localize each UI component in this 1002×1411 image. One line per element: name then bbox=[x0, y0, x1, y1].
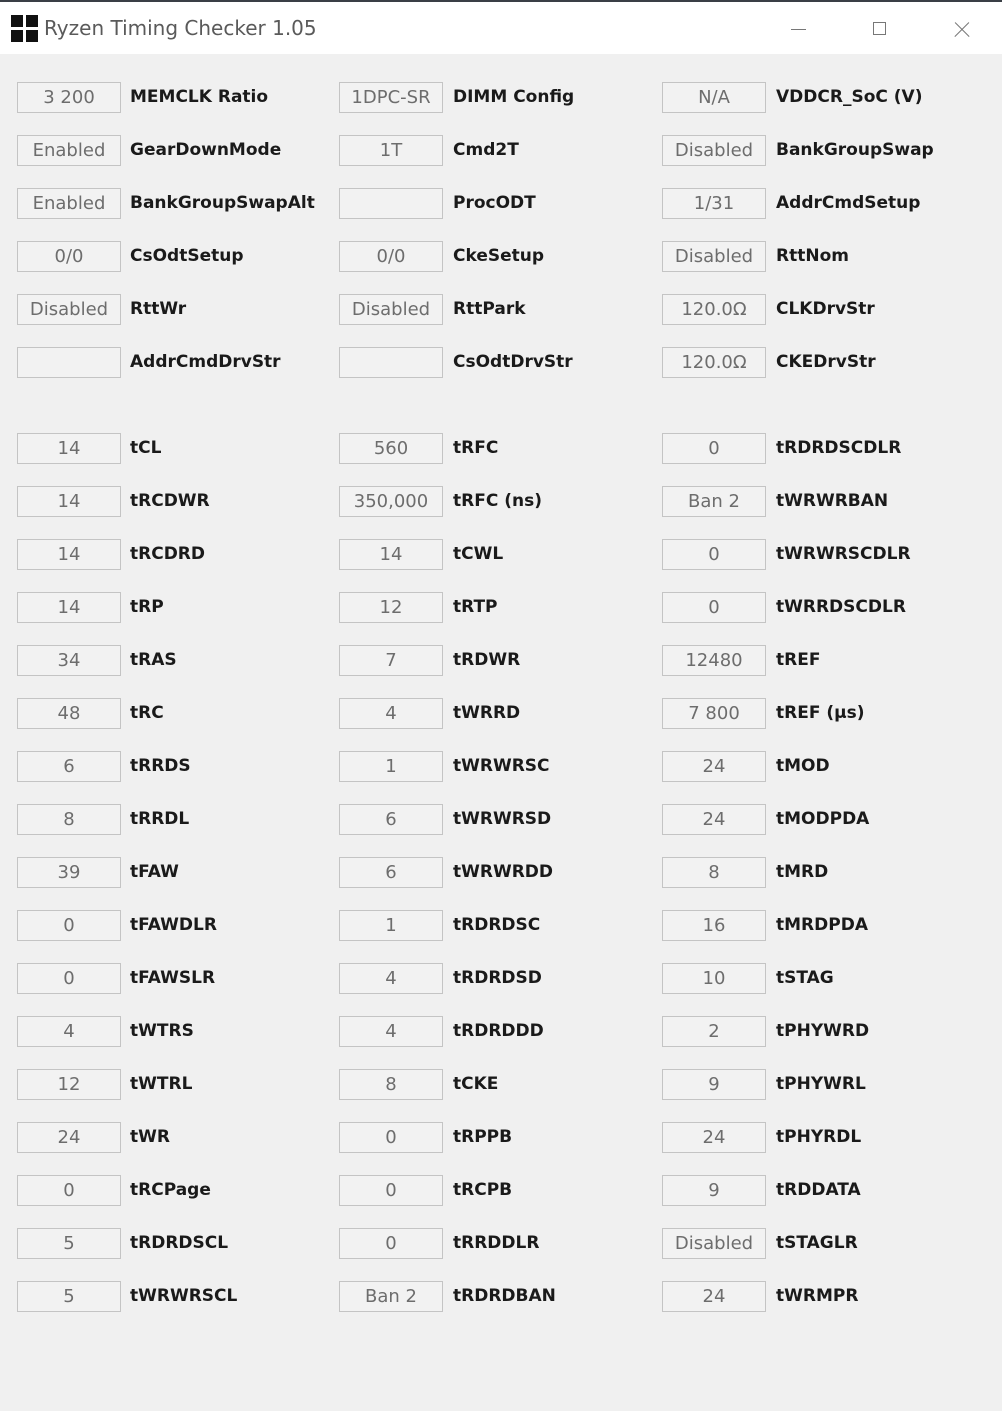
value-field[interactable]: Enabled bbox=[17, 188, 121, 219]
field-label: tMOD bbox=[776, 756, 830, 776]
field-label: tRTP bbox=[453, 597, 498, 617]
field-label: tWRWRSD bbox=[453, 809, 552, 829]
value-field[interactable]: 8 bbox=[662, 857, 766, 888]
value-field[interactable]: 350,000 bbox=[339, 486, 443, 517]
value-field[interactable]: 39 bbox=[17, 857, 121, 888]
field-label: tRDWR bbox=[453, 650, 521, 670]
value-field[interactable]: 16 bbox=[662, 910, 766, 941]
field-label: AddrCmdDrvStr bbox=[130, 352, 281, 372]
value-field[interactable]: 14 bbox=[17, 592, 121, 623]
close-button[interactable] bbox=[938, 10, 984, 48]
field-label: tWTRL bbox=[130, 1074, 193, 1094]
field-label: tWR bbox=[130, 1127, 170, 1147]
value-field[interactable]: 48 bbox=[17, 698, 121, 729]
field-label: tCL bbox=[130, 438, 162, 458]
value-field[interactable]: 14 bbox=[17, 539, 121, 570]
value-field[interactable]: 7 bbox=[339, 645, 443, 676]
value-field[interactable]: 0 bbox=[17, 963, 121, 994]
value-field[interactable]: 6 bbox=[339, 857, 443, 888]
value-field[interactable]: 10 bbox=[662, 963, 766, 994]
value-field[interactable]: 12 bbox=[339, 592, 443, 623]
value-field[interactable]: 6 bbox=[17, 751, 121, 782]
value-field[interactable]: Ban 2 bbox=[339, 1281, 443, 1312]
field-label: tWRWRSCL bbox=[130, 1286, 238, 1306]
value-field[interactable] bbox=[339, 188, 443, 219]
value-field[interactable]: 1 bbox=[339, 910, 443, 941]
value-field[interactable]: 1/31 bbox=[662, 188, 766, 219]
field-label: tRDRDSC bbox=[453, 915, 541, 935]
value-field[interactable]: Disabled bbox=[662, 135, 766, 166]
field-label: tRDRDSCDLR bbox=[776, 438, 902, 458]
field-label: tMRD bbox=[776, 862, 829, 882]
value-field[interactable]: 12 bbox=[17, 1069, 121, 1100]
value-field[interactable]: Ban 2 bbox=[662, 486, 766, 517]
field-label: tWTRS bbox=[130, 1021, 194, 1041]
value-field[interactable]: 7 800 bbox=[662, 698, 766, 729]
field-label: tRP bbox=[130, 597, 164, 617]
field-label: RttPark bbox=[453, 299, 526, 319]
value-field[interactable]: 6 bbox=[339, 804, 443, 835]
value-field[interactable]: 8 bbox=[17, 804, 121, 835]
field-label: tFAW bbox=[130, 862, 179, 882]
field-label: tWRWRSCDLR bbox=[776, 544, 911, 564]
value-field[interactable]: 24 bbox=[662, 751, 766, 782]
field-label: tWRMPR bbox=[776, 1286, 859, 1306]
app-logo-icon bbox=[11, 15, 38, 42]
value-field[interactable]: 0 bbox=[662, 539, 766, 570]
field-label: tRCPage bbox=[130, 1180, 211, 1200]
field-label: tWRRDSCDLR bbox=[776, 597, 906, 617]
field-label: tWRWRDD bbox=[453, 862, 554, 882]
field-label: tRDRDDD bbox=[453, 1021, 544, 1041]
value-field[interactable]: Disabled bbox=[662, 1228, 766, 1259]
field-label: tCKE bbox=[453, 1074, 499, 1094]
field-label: tRDDATA bbox=[776, 1180, 861, 1200]
value-field[interactable]: 9 bbox=[662, 1069, 766, 1100]
field-label: tRFC bbox=[453, 438, 499, 458]
value-field[interactable]: 24 bbox=[17, 1122, 121, 1153]
value-field[interactable]: 0 bbox=[339, 1228, 443, 1259]
value-field[interactable]: 0 bbox=[339, 1122, 443, 1153]
field-label: VDDCR_SoC (V) bbox=[776, 87, 923, 107]
value-field[interactable] bbox=[339, 347, 443, 378]
value-field[interactable]: 14 bbox=[339, 539, 443, 570]
field-label: tSTAG bbox=[776, 968, 834, 988]
field-label: tRCDRD bbox=[130, 544, 206, 564]
minimize-button[interactable] bbox=[776, 10, 822, 48]
value-field[interactable]: 0 bbox=[662, 592, 766, 623]
field-label: tFAWSLR bbox=[130, 968, 216, 988]
field-label: CsOdtSetup bbox=[130, 246, 244, 266]
value-field[interactable]: 34 bbox=[17, 645, 121, 676]
value-field[interactable]: 0 bbox=[17, 1175, 121, 1206]
field-label: ProcODT bbox=[453, 193, 536, 213]
field-label: tRCDWR bbox=[130, 491, 210, 511]
field-label: tRC bbox=[130, 703, 164, 723]
value-field[interactable]: 0 bbox=[662, 433, 766, 464]
field-label: tCWL bbox=[453, 544, 504, 564]
field-label: tFAWDLR bbox=[130, 915, 217, 935]
value-field[interactable]: 24 bbox=[662, 1122, 766, 1153]
field-label: tRDRDSCL bbox=[130, 1233, 229, 1253]
value-field[interactable]: 0/0 bbox=[339, 241, 443, 272]
value-field[interactable]: 5 bbox=[17, 1281, 121, 1312]
field-label: CsOdtDrvStr bbox=[453, 352, 573, 372]
field-label: tRRDDLR bbox=[453, 1233, 540, 1253]
field-label: tRRDL bbox=[130, 809, 190, 829]
value-field[interactable]: 12480 bbox=[662, 645, 766, 676]
value-field[interactable]: 4 bbox=[339, 698, 443, 729]
value-field[interactable]: Enabled bbox=[17, 135, 121, 166]
maximize-button[interactable] bbox=[857, 10, 903, 48]
field-label: DIMM Config bbox=[453, 87, 575, 107]
value-field[interactable]: 4 bbox=[339, 963, 443, 994]
field-label: RttWr bbox=[130, 299, 187, 319]
value-field[interactable]: Disabled bbox=[17, 294, 121, 325]
value-field[interactable]: 0 bbox=[17, 910, 121, 941]
field-label: tSTAGLR bbox=[776, 1233, 858, 1253]
field-label: BankGroupSwap bbox=[776, 140, 934, 160]
value-field[interactable]: Disabled bbox=[662, 241, 766, 272]
value-field[interactable]: 1T bbox=[339, 135, 443, 166]
field-label: tRDRDSD bbox=[453, 968, 542, 988]
field-label: GearDownMode bbox=[130, 140, 282, 160]
field-label: tPHYWRD bbox=[776, 1021, 870, 1041]
field-label: tMRDPDA bbox=[776, 915, 868, 935]
value-field[interactable]: 24 bbox=[662, 804, 766, 835]
value-field[interactable]: 24 bbox=[662, 1281, 766, 1312]
field-label: CLKDrvStr bbox=[776, 299, 875, 319]
value-field[interactable]: 0/0 bbox=[17, 241, 121, 272]
value-field[interactable]: 14 bbox=[17, 486, 121, 517]
value-field[interactable]: N/A bbox=[662, 82, 766, 113]
value-field[interactable]: 1DPC-SR bbox=[339, 82, 443, 113]
field-label: tWRWRBAN bbox=[776, 491, 889, 511]
value-field[interactable]: 4 bbox=[17, 1016, 121, 1047]
timings-panel bbox=[0, 54, 1002, 1411]
field-label: tPHYWRL bbox=[776, 1074, 866, 1094]
window-title: Ryzen Timing Checker 1.05 bbox=[44, 16, 317, 40]
value-field[interactable]: 4 bbox=[339, 1016, 443, 1047]
field-label: tRAS bbox=[130, 650, 177, 670]
field-label: tRPPB bbox=[453, 1127, 513, 1147]
value-field[interactable]: Disabled bbox=[339, 294, 443, 325]
field-label: tWRWRSC bbox=[453, 756, 550, 776]
field-label: tRRDS bbox=[130, 756, 191, 776]
field-label: tMODPDA bbox=[776, 809, 870, 829]
value-field[interactable]: 2 bbox=[662, 1016, 766, 1047]
value-field[interactable]: 560 bbox=[339, 433, 443, 464]
value-field[interactable]: 3 200 bbox=[17, 82, 121, 113]
field-label: tREF bbox=[776, 650, 821, 670]
value-field[interactable]: 14 bbox=[17, 433, 121, 464]
field-label: tRCPB bbox=[453, 1180, 513, 1200]
field-label: tWRRD bbox=[453, 703, 521, 723]
field-label: CKEDrvStr bbox=[776, 352, 876, 372]
field-label: Cmd2T bbox=[453, 140, 519, 160]
field-label: tREF (µs) bbox=[776, 703, 865, 723]
field-label: BankGroupSwapAlt bbox=[130, 193, 315, 213]
value-field[interactable]: 8 bbox=[339, 1069, 443, 1100]
field-label: tRDRDBAN bbox=[453, 1286, 556, 1306]
value-field[interactable]: 9 bbox=[662, 1175, 766, 1206]
value-field[interactable]: 120.0Ω bbox=[662, 347, 766, 378]
value-field[interactable]: 0 bbox=[339, 1175, 443, 1206]
field-label: AddrCmdSetup bbox=[776, 193, 921, 213]
title-bar bbox=[0, 0, 1002, 54]
value-field[interactable] bbox=[17, 347, 121, 378]
field-label: tPHYRDL bbox=[776, 1127, 862, 1147]
value-field[interactable]: 5 bbox=[17, 1228, 121, 1259]
value-field[interactable]: 120.0Ω bbox=[662, 294, 766, 325]
field-label: RttNom bbox=[776, 246, 849, 266]
field-label: MEMCLK Ratio bbox=[130, 87, 269, 107]
field-label: CkeSetup bbox=[453, 246, 545, 266]
field-label: tRFC (ns) bbox=[453, 491, 542, 511]
value-field[interactable]: 1 bbox=[339, 751, 443, 782]
